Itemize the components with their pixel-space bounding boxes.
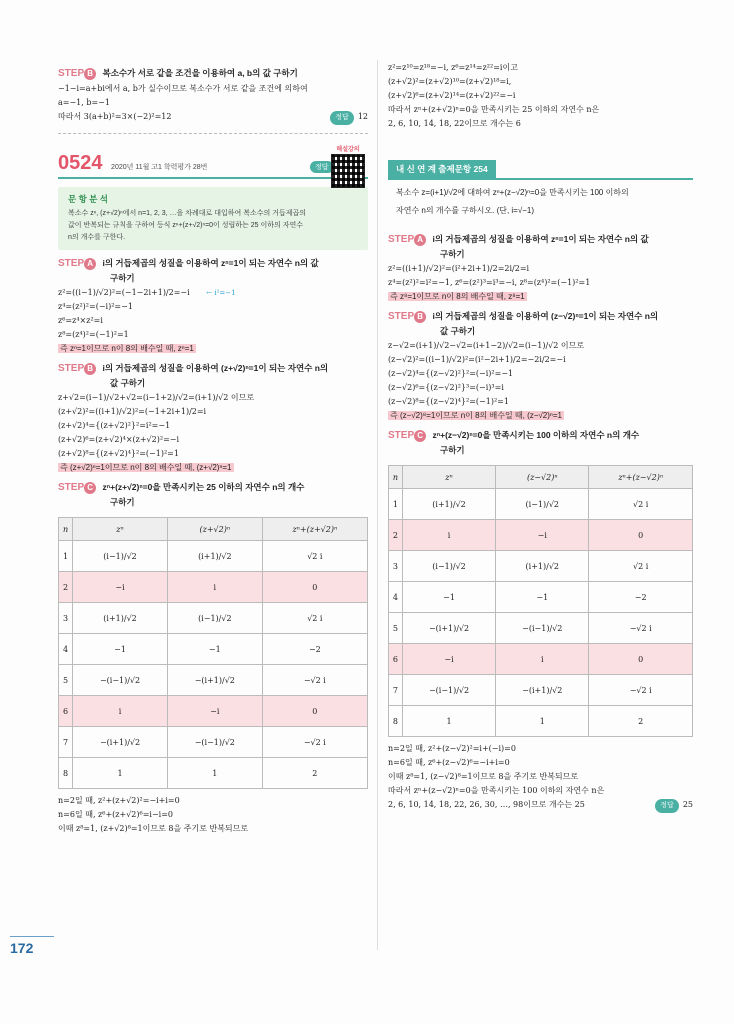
math-line: (z+√2)⁴={(z+√2)²}²=i²=−1 [58, 421, 171, 430]
table-header: n [59, 518, 73, 541]
table-header: zⁿ+(z−√2)ⁿ [589, 466, 693, 489]
table-header: (z−√2)ⁿ [496, 466, 589, 489]
answer-value: 12 [357, 112, 368, 121]
table-cell: 4 [59, 634, 73, 665]
table-cell: −1 [402, 582, 495, 613]
page-number: 172 [10, 940, 34, 956]
answer-badge: 정답 [655, 799, 679, 813]
table-cell: (i+1)/√2 [402, 489, 495, 520]
table-cell: 0 [262, 572, 367, 603]
table-cell: 0 [589, 520, 693, 551]
left-column [58, 60, 368, 837]
table-cell: (i−1)/√2 [73, 541, 168, 572]
table-cell: −(i+1)/√2 [73, 727, 168, 758]
table-cell: 1 [402, 706, 495, 737]
math-line: 따라서 zⁿ+(z+√2)ⁿ=0을 만족시키는 25 이하의 자연수 n은 [388, 105, 600, 114]
step-c-heading [388, 428, 693, 457]
values-table [58, 517, 368, 789]
math-line: z⁴=(z²)²=(−i)²=−1 [58, 302, 133, 311]
table-cell: 6 [59, 696, 73, 727]
table-cell: −i [167, 696, 262, 727]
table-cell: 2 [262, 758, 367, 789]
step-b-heading [388, 309, 693, 338]
math-line: n=2일 때, z²+(z+√2)²=−i+i=0 [58, 796, 180, 805]
question-line: 자연수 n의 개수를 구하시오. (단, i=√−1) [396, 206, 535, 215]
table-row [389, 644, 693, 675]
math-line: 따라서 zⁿ+(z−√2)ⁿ=0을 만족시키는 100 이하의 자연수 n은 [388, 786, 605, 795]
math-line: n=6일 때, z⁶+(z+√2)⁶=i−i=0 [58, 810, 174, 819]
table-cell: −1 [73, 634, 168, 665]
step-label: STEP B [58, 363, 96, 374]
table-row [389, 520, 693, 551]
table-header: zⁿ+(z+√2)ⁿ [262, 518, 367, 541]
conclusion: 즉 (z+√2)ⁿ=1이므로 n이 8의 배수일 때, (z+√2)ⁿ=1 [60, 463, 232, 472]
table-cell: 1 [59, 541, 73, 572]
table-cell: (i+1)/√2 [496, 551, 589, 582]
text-line: −1−i=a+bi에서 a, b가 실수이므로 복소수가 서로 같을 조건에 의하여 [58, 84, 308, 93]
table-cell: (i−1)/√2 [496, 489, 589, 520]
table-cell: 0 [262, 696, 367, 727]
table-row [389, 551, 693, 582]
problem-number: 0524 [58, 152, 103, 174]
step-label: STEP C [58, 482, 96, 493]
analysis-text: n의 개수를 구한다. [68, 234, 126, 241]
linked-tab: 내 신 연 계 출제문항 254 [388, 160, 496, 178]
table-row [59, 634, 368, 665]
step-label: STEP A [58, 258, 96, 269]
math-line: z⁸=(z⁴)²=(−1)²=1 [58, 330, 129, 339]
math-line: z+√2=(i−1)/√2+√2=(i−1+2)/√2=(i+1)/√2 이므로 [58, 393, 255, 402]
table-cell: 1 [73, 758, 168, 789]
table-cell: 3 [59, 603, 73, 634]
analysis-box [58, 187, 368, 250]
math-line: (z−√2)²=((i−1)/√2)²=(i²−2i+1)/2=−2i/2=−i [388, 355, 566, 364]
table-cell: −2 [589, 582, 693, 613]
table-cell: −√2 i [262, 727, 367, 758]
table-cell: 1 [389, 489, 403, 520]
table-cell: 2 [59, 572, 73, 603]
title-rule [58, 177, 368, 179]
table-cell: 2 [389, 520, 403, 551]
table-cell: (i+1)/√2 [73, 603, 168, 634]
math-line: (z+√2)²=((i+1)/√2)²=(−1+2i+1)/2=i [58, 407, 207, 416]
table-cell: 5 [59, 665, 73, 696]
analysis-title: 문 항 분 석 [68, 194, 108, 204]
table-cell: 2 [589, 706, 693, 737]
analysis-text: 복소수 zⁿ, (z+√2)ⁿ에서 n=1, 2, 3, …을 차례대로 대입하여 복소수의 거듭제곱의 [68, 210, 307, 217]
table-cell: i [73, 696, 168, 727]
table-cell: i [496, 644, 589, 675]
table-row [59, 696, 368, 727]
table-cell: (i−1)/√2 [402, 551, 495, 582]
table-cell: −2 [262, 634, 367, 665]
table-cell: (i−1)/√2 [167, 603, 262, 634]
table-cell: i [167, 572, 262, 603]
table-cell: −√2 i [589, 613, 693, 644]
table-cell: −i [73, 572, 168, 603]
question-line: 복소수 z=(i+1)/√2에 대하여 zⁿ+(z−√2)ⁿ=0을 만족시키는 100 이하의 [396, 188, 629, 197]
table-row [59, 572, 368, 603]
table-row [59, 603, 368, 634]
table-row [59, 541, 368, 572]
step-b-heading [58, 66, 368, 81]
table-cell: 6 [389, 644, 403, 675]
page-number-rule [10, 936, 54, 937]
step-title: zⁿ+(z+√2)ⁿ=0을 만족시키는 25 이하의 자연수 n의 개수 [102, 482, 305, 492]
math-line: 이때 z⁸=1, (z−√2)⁸=1이므로 8을 주기로 반복되므로 [388, 772, 579, 781]
table-cell: 1 [167, 758, 262, 789]
math-line: (z+√2)⁸={(z+√2)⁴}²=(−1)²=1 [58, 449, 179, 458]
math-line: 이때 z⁸=1, (z+√2)⁸=1이므로 8을 주기로 반복되므로 [58, 824, 249, 833]
table-row [389, 582, 693, 613]
table-row [389, 489, 693, 520]
table-cell: √2 i [262, 541, 367, 572]
math-line: z−√2=(i+1)/√2−√2=(i+1−2)/√2=(i−1)/√2 이므로 [388, 341, 585, 350]
step-title: i의 거듭제곱의 성질을 이용하여 zⁿ=1이 되는 자연수 n의 값 [432, 234, 649, 244]
math-line: (z−√2)⁴={(z−√2)²}²=(−i)²=−1 [388, 369, 514, 378]
table-row [389, 613, 693, 644]
table-cell: i [402, 520, 495, 551]
step-title: zⁿ+(z−√2)ⁿ=0을 만족시키는 100 이하의 자연수 n의 개수 [432, 430, 640, 440]
table-header: n [389, 466, 403, 489]
table-cell: −(i+1)/√2 [402, 613, 495, 644]
table-row [59, 665, 368, 696]
table-cell: 1 [496, 706, 589, 737]
step-b-heading [58, 361, 368, 390]
table-cell: −i [496, 520, 589, 551]
table-cell: −(i+1)/√2 [496, 675, 589, 706]
linked-question [388, 180, 693, 226]
table-row [389, 675, 693, 706]
table-cell: −1 [167, 634, 262, 665]
values-table [388, 465, 693, 737]
right-column [388, 60, 693, 813]
note: ← i²=−1 [206, 289, 236, 297]
table-cell: −(i+1)/√2 [167, 665, 262, 696]
table-cell: −(i−1)/√2 [167, 727, 262, 758]
step-title: i의 거듭제곱의 성질을 이용하여 (z−√2)ⁿ=1이 되는 자연수 n의 [432, 311, 659, 321]
table-header: zⁿ [402, 466, 495, 489]
step-a-heading [58, 256, 368, 285]
table-cell: √2 i [589, 551, 693, 582]
table-row [59, 758, 368, 789]
column-divider [377, 60, 378, 950]
answer-badge: 정답 [330, 111, 354, 125]
step-title-cont: 구하기 [110, 497, 135, 507]
step-label: STEP A [388, 234, 426, 245]
step-a-heading [388, 232, 693, 261]
problem-source: 2020년 11월 고1 학력평가 28번 [111, 164, 208, 171]
table-cell: 7 [389, 675, 403, 706]
answer-badge: 정답 [310, 161, 334, 173]
step-label: STEP C [388, 430, 426, 441]
step-label: STEP B [388, 311, 426, 322]
table-cell: 8 [389, 706, 403, 737]
table-cell: −i [402, 644, 495, 675]
math-line: z²=z¹⁰=z¹⁸=−i, z⁶=z¹⁴=z²²=i이고 [388, 63, 518, 72]
table-cell: 8 [59, 758, 73, 789]
table-cell: 5 [389, 613, 403, 644]
table-row [59, 727, 368, 758]
math-line: z⁴=(z²)²=i²=−1, z⁶=(z²)³=i³=−i, z⁸=(z⁴)²=(−1)²=1 [388, 278, 591, 287]
table-cell: −(i−1)/√2 [73, 665, 168, 696]
conclusion: 즉 (z−√2)⁸=1이므로 n이 8의 배수일 때, (z−√2)ⁿ=1 [390, 411, 562, 420]
step-c-heading [58, 480, 368, 509]
problem-header [58, 147, 368, 179]
text-line: a=−1, b=−1 [58, 98, 110, 107]
math-line: (z−√2)⁸={(z−√2)⁴}²=(−1)²=1 [388, 397, 509, 406]
text-line: 따라서 3(a+b)²=3×(−2)²=12 정답 12 [58, 111, 368, 123]
table-cell: √2 i [262, 603, 367, 634]
math-line: n=2일 때, z²+(z−√2)²=i+(−i)=0 [388, 744, 516, 753]
table-cell: 7 [59, 727, 73, 758]
table-cell: 0 [589, 644, 693, 675]
table-cell: −√2 i [262, 665, 367, 696]
math-line: 2, 6, 10, 14, 18, 22이므로 개수는 6 [388, 119, 521, 128]
step-title-cont: 값 구하기 [110, 378, 146, 388]
step-title: i의 거듭제곱의 성질을 이용하여 zⁿ=1이 되는 자연수 n의 값 [102, 258, 319, 268]
math-line: (z+√2)⁶=(z+√2)⁴×(z+√2)²=−i [58, 435, 180, 444]
math-line: (z+√2)⁶=(z+√2)¹⁴=(z+√2)²²=−i [388, 91, 516, 100]
divider [58, 133, 368, 134]
math-line: (z+√2)²=(z+√2)¹⁰=(z+√2)¹⁸=i, [388, 77, 512, 86]
step-title-cont: 구하기 [110, 273, 135, 283]
qr-code[interactable] [330, 144, 366, 189]
step-title: i의 거듭제곱의 성질을 이용하여 (z+√2)ⁿ=1이 되는 자연수 n의 [102, 363, 329, 373]
step-label: STEP B [58, 68, 96, 79]
conclusion: 즉 zⁿ=1이므로 n이 8의 배수일 때, zⁿ=1 [60, 344, 194, 353]
table-cell: 4 [389, 582, 403, 613]
step-title: 복소수가 서로 같을 조건을 이용하여 a, b의 값 구하기 [102, 68, 298, 78]
table-cell: 3 [389, 551, 403, 582]
analysis-text: 값이 반복되는 규칙을 구하여 등식 zⁿ+(z+√2)ⁿ=0이 성립하는 25 이하의 자연수 [68, 222, 303, 229]
math-line: z⁶=z⁴×z²=i [58, 316, 103, 325]
step-title-cont: 구하기 [440, 249, 465, 259]
table-cell: −(i−1)/√2 [402, 675, 495, 706]
table-cell: (i+1)/√2 [167, 541, 262, 572]
step-title-cont: 값 구하기 [440, 326, 476, 336]
math-line: z²=((i+1)/√2)²=(i²+2i+1)/2=2i/2=i [388, 264, 530, 273]
math-line: (z−√2)⁶={(z−√2)²}³=(−i)³=i [388, 383, 504, 392]
math-line: n=6일 때, z⁶+(z−√2)⁶=−i+i=0 [388, 758, 510, 767]
table-cell: −(i−1)/√2 [496, 613, 589, 644]
qr-label: 해설강의 [336, 147, 360, 153]
table-header: zⁿ [73, 518, 168, 541]
step-title-cont: 구하기 [440, 445, 465, 455]
math-line: 2, 6, 10, 14, 18, 22, 26, 30, …, 98이므로 개수는 25 정답 25 [388, 799, 693, 811]
qr-icon [331, 154, 365, 188]
table-header: (z+√2)ⁿ [167, 518, 262, 541]
conclusion: 즉 z⁸=1이므로 n이 8의 배수일 때, z⁸=1 [390, 292, 525, 301]
table-row [389, 706, 693, 737]
table-cell: √2 i [589, 489, 693, 520]
linked-problem [388, 160, 693, 226]
answer-value: 25 [682, 800, 693, 809]
math-line: z²=((i−1)/√2)²=(−1−2i+1)/2=−i ← i²=−1 [58, 288, 236, 297]
table-cell: −√2 i [589, 675, 693, 706]
table-cell: −1 [496, 582, 589, 613]
